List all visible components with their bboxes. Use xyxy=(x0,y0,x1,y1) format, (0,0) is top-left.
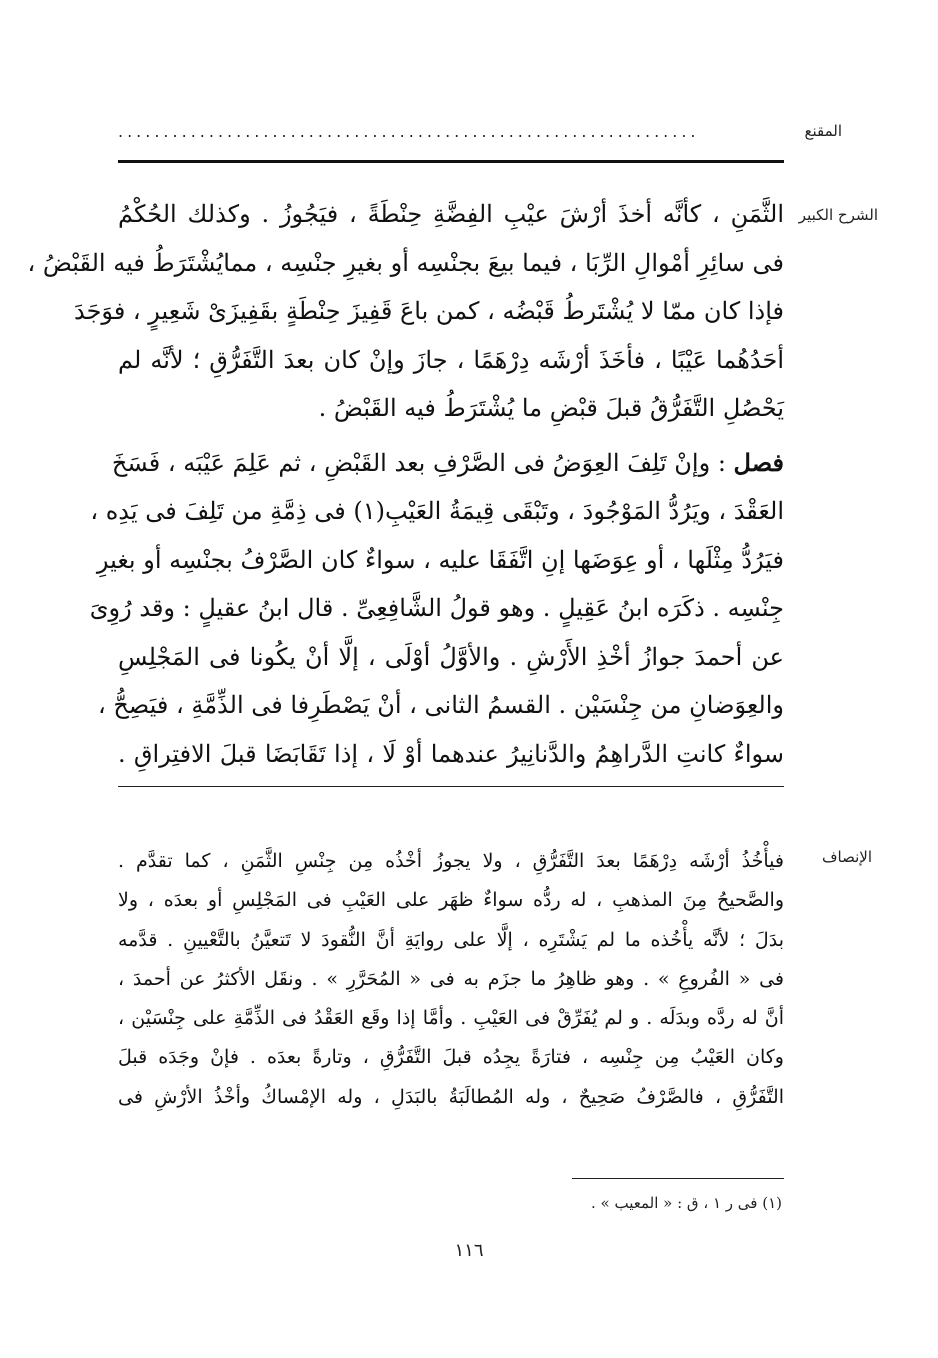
fasl-line: العَقْدَ ، ويَرُدُّ المَوْجُودَ ، وتَبْقَى قِيمَةُ العَيْبِ(١) فى ذِمَّةِ من تَلِفَ فى يَدِه ، xyxy=(90,497,784,525)
insaf-body xyxy=(118,842,784,1117)
fasl-line: والعِوَضانِ من جِنْسَيْن . القسمُ الثانى ، أنْ يَصْطَرِفا فى الذِّمَّةِ ، فيَصِحُّ ، xyxy=(97,691,784,719)
footnote-rule xyxy=(572,1178,784,1179)
insaf-line: وكان العَيْبُ مِن جِنْسِه ، فتارَةً يجِدُه قبلَ التَّفَرُّقِ ، وتارةً بعدَه . فإنْ وجَدَه قبلَ xyxy=(118,1046,784,1069)
insaf-line: بدَلَ ؛ لأنَّه يأْخُذه ما لم يَشْتَرِه ، إلَّا على روايَةِ أنَّ النُّقودَ لا تَتعيَّنُ بالتَّعْيينِ . قدَّمه xyxy=(118,928,784,951)
insaf-line: فى « الفُروعِ » . وهو ظاهِرُ ما جزَم به فى « المُحَرَّرِ » . ونقَل الأكثرُ عن أحمدَ ، xyxy=(118,967,784,990)
sharh-line: أحَدُهُما عَيْبًا ، فأخَذَ أرْشَه دِرْهَمًا ، جازَ وإنْ كان بعدَ التَّفَرُّقِ ؛ لأنَّه لم xyxy=(118,345,784,374)
fasl-heading: فصل xyxy=(733,447,784,477)
header-rule xyxy=(118,160,784,163)
sharh-line: يَحْصُلِ التَّفَرُّقُ قبلَ قبْضِ ما يُشْتَرَطُ فيه القَبْضُ . xyxy=(318,394,784,422)
fasl-line: سواءٌ كانتِ الدَّراهِمُ والدَّنانِيرُ عندهما أوْ لَا ، إذا تَقَابَضَا قبلَ الافتِراقِ . xyxy=(118,739,784,768)
sharh-line: فى سائِرِ أمْوالِ الرِّبَا ، فيما بيعَ بجنْسِه أو بغيرِ جنْسِه ، ممايُشْتَرَطُ فيه القَبْضُ ، xyxy=(27,248,784,277)
sharh-line: فإذا كان ممّا لا يُشْتَرطُ قَبْضُه ، كمن باعَ قَفِيزَ حِنْطَةٍ بقَفِيزَىْ شَعِيرٍ ، فوَجَدَ xyxy=(73,297,784,325)
fasl-line: فيَرُدُّ مِثْلَها ، أو عِوَضَها إنِ اتَّفَقَا عليه ، سواءٌ كان الصَّرْفُ بجنْسِه أو بغيرِ xyxy=(96,545,784,574)
section-divider xyxy=(118,786,784,787)
footnote: (١) فى ر ١ ، ق : « المعيب » . xyxy=(591,1194,782,1212)
sharh-section-label: الشرح الكبير xyxy=(798,206,878,224)
header-dotted-leader: ................................................................ xyxy=(118,122,700,141)
insaf-line: والصَّحيحُ مِنَ المذهبِ ، له ردُّه سواءٌ ظهَر على العَيْبِ فى المَجْلِسِ أو بعدَه ، ولا xyxy=(118,889,784,912)
insaf-line: فيأْخُذُ أرْشَه دِرْهَمًا بعدَ التَّفَرُّقِ ، ولا يجوزُ أخْذُه مِن جِنْسِ الثَّمَنِ ، كما تقدَّم . xyxy=(118,850,784,872)
header-book-label: المقنع xyxy=(804,122,842,140)
fasl-first-line xyxy=(111,439,784,488)
insaf-line: أنَّ له ردَّه وبدَلَه . و لم يُفَرِّقْ فى العَيْبِ . وأمَّا إذا وقَع العَقْدُ فى الذِّمَّةِ على جِنْسَيْن ، xyxy=(118,1007,784,1030)
fasl-line: جِنْسِه . ذكَرَه ابنُ عَقِيلٍ . وهو قولُ الشَّافِعِىِّ . قال ابنُ عقيلٍ : وقد رُوِىَ xyxy=(89,594,784,622)
insaf-section-label: الإنصاف xyxy=(821,848,872,866)
page-number: ١١٦ xyxy=(454,1240,484,1261)
fasl-line: عن أحمدَ جوازُ أخْذِ الأَرْشِ . والأوَّلُ أوْلَى ، إلَّا أنْ يكُونا فى المَجْلِسِ xyxy=(118,642,784,671)
fasl-line-text: : وإنْ تَلِفَ العِوَضُ فى الصَّرْفِ بعد القَبْضِ ، ثم عَلِمَ عَيْبَه ، فَسَخَ xyxy=(111,448,734,477)
sharh-body xyxy=(27,190,784,778)
insaf-line: التَّفَرُّقِ ، فالصَّرْفُ صَحِيحٌ ، وله المُطالَبَةُ بالبَدَلِ ، وله الإمْساكُ وأخْذُ الأرْشِ فى xyxy=(118,1085,784,1108)
sharh-line: الثَّمَنِ ، كأنَّه أخذَ أرْشَ عيْبِ الفِضَّةِ حِنْطَةً ، فيَجُوزُ . وكذلك الحُكْمُ xyxy=(118,200,784,228)
